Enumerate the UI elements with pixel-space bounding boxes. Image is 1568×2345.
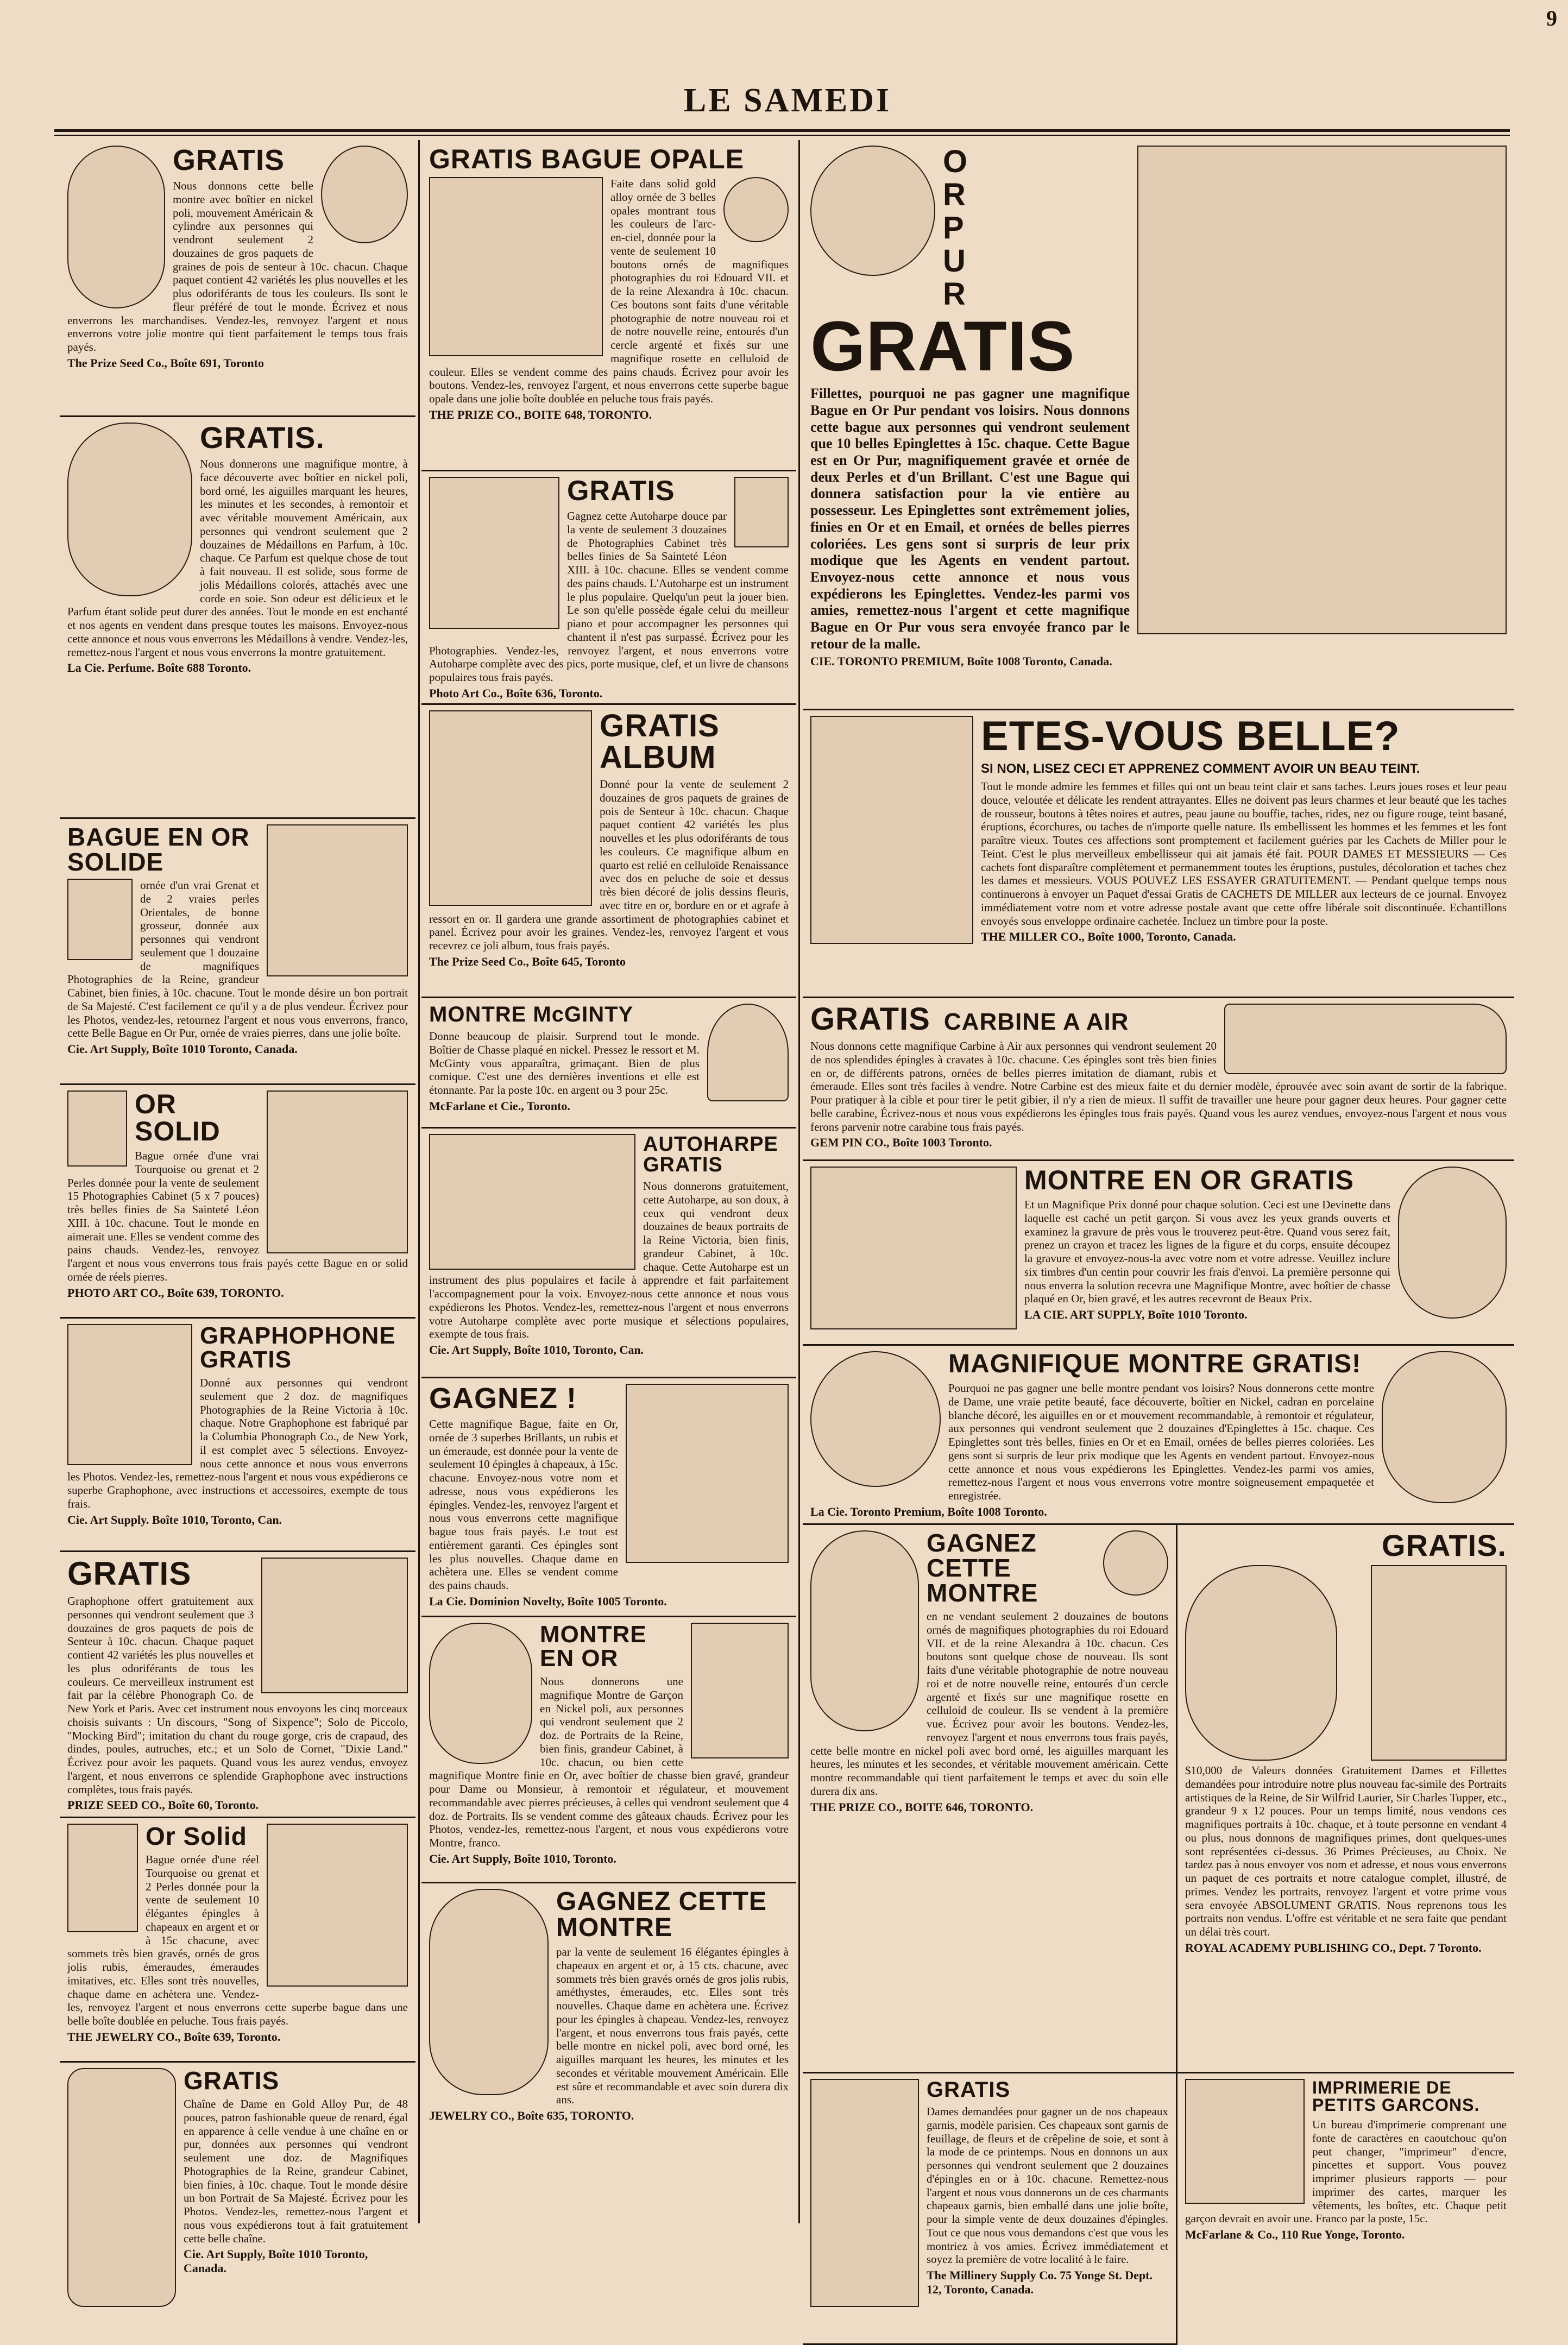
ad-text: par la vente de seulement 16 élégantes épingles à chapeaux en argent et or, à 15 cts. chacune, avec sommets très bien gravés ornés de gros jolis rubis, améthystes, émeraudes, etc. Elles sont très nouvelles. Chaque dame en achètera une. Écrivez pour les épingles à chapeau. Vendez-les, renvoyez l'argent, et nous enverrons tous frais payés, cette belle montre en nickel poli, avec bord orné, les aiguilles marquant les heures, les minutes et les secondes et véritable mouvement Américain. Elle est sûre et recommandable et avec soin durera dix ans. xyxy=(556,1945,789,2107)
ring-box-illustration xyxy=(267,824,408,976)
pocket-watch-illustration xyxy=(429,1623,532,1764)
chain-illustration xyxy=(67,2068,176,2307)
ad-footer: La Cie. Perfume. Boîte 688 Toronto. xyxy=(67,661,251,675)
brooch-illustration xyxy=(810,146,935,276)
pocket-watch-illustration xyxy=(1398,1167,1507,1319)
ad-graphophone-2 xyxy=(60,1552,415,1818)
album-illustration xyxy=(429,710,592,906)
ad-footer: THE PRIZE CO., BOITE 646, TORONTO. xyxy=(810,1800,1034,1814)
ad-title: Or Solid xyxy=(146,1822,247,1850)
graphophone-illustration xyxy=(261,1558,408,1693)
ad-title: AUTOHARPE GRATIS xyxy=(643,1133,778,1176)
ad-gagnez-montre xyxy=(421,1883,796,2345)
pocket-watch-illustration xyxy=(429,1889,549,2095)
ad-text: Faite dans solid gold alloy ornée de 3 belles opales montrant tous les couleurs de l'arc-en-ciel, donnée pour la vente de seulement 10 boutons ornés de magnifiques photographies du roi Edouard VII. et de la reine Alexandra à 10c. chacun. Ces boutons sont faits d'une véritable photographie de notre nouveau roi et de notre nouvelle reine, entourés d'un cercle argenté et fixés sur une magnifique rosette en celluloid de couleur. Elles se vendent comme des pains chauds. Écrivez pour avoir les boutons. Vendez-les, renvoyez l'argent, et nous enverrons cette superbe bague opale dans une jolie boîte doublée en peluche tous frais payés. xyxy=(429,177,789,406)
ad-title: MONTRE EN OR xyxy=(540,1621,647,1672)
ad-mcginty xyxy=(421,998,796,1129)
ad-title: MONTRE McGINTY xyxy=(429,1003,634,1026)
autoharp-illustration xyxy=(429,1134,635,1270)
ad-text: en ne vendant seulement 2 douzaines de boutons ornés de magnifiques photographies du roi Edouard VII. et de la reine Alexandra à 10c. chacun. Ces boutons sont quelque chose de nouveau. Ils sont faits d'une véritable photographie de notre nouveau roi et de notre nouvelle reine, entourés d'un cercle argenté et fixés sur une magnifique rosette en celluloid de couleur. Ils se vendent à la première vue. Écrivez pour avoir les boutons. Vendez-les, renvoyez l'argent et nous enverrons tous frais payés, cette belle montre en nickel poli avec bord orné, les aiguilles marquant les heures, les minutes et les secondes, et véritable mouvement américain. Cette montre recommandable qui tient parfaitement le temps et avec du soin elle durera dix ans. xyxy=(810,1610,1168,1798)
ad-text: Bague ornée d'une réel Tourquoise ou grenat et 2 Perles donnée pour la vente de seulement 10 élégantes épingles à chapeaux en argent et or à 15c chacune, avec sommets très bien gravés, ornés de gros jolis rubis, émeraudes, émeraudes imitatives, etc. Elles sont très nouvelles, chaque dame en achètera une. Vendez-les, renvoyez l'argent et nous enverrons cette superbe bague dans une belle boîte doublée en peluche. Tous frais payés. xyxy=(67,1853,408,2028)
flower-illustration xyxy=(321,146,408,243)
ring-box-illustration xyxy=(267,1090,408,1253)
ring-box-illustration xyxy=(429,177,603,356)
ad-graphophone-1 xyxy=(60,1319,415,1552)
ad-album xyxy=(421,705,796,998)
ad-text: Et un Magnifique Prix donné pour chaque solution. Ceci est une Devinette dans laquelle est caché un petit garçon. Si vous avez les yeux grands ouverts et examinez la gravure de près vous le trouverez peut-être. Quand vous serez fait, prenez un crayon et tracez les lignes de la figure et du corps, ensuite découpez la gravure et envoyez-nous-la avec votre nom et votre adresse. Veuillez inclure six timbres d'un centin pour couvrir les frais d'envoi. La première personne qui nous enverra la solution recevra une Magnifique Montre, avec boîtier de chasse plaqué en Or, bien gravé, et les autres recevront de Beaux Prix. xyxy=(1024,1198,1390,1306)
ad-footer: JEWELRY CO., Boîte 635, TORONTO. xyxy=(429,2109,634,2123)
ad-opal-ring xyxy=(421,140,796,471)
ad-title: GRATIS xyxy=(810,306,1075,386)
ad-text: Tout le monde admire les femmes et filles qui ont un beau teint clair et sans taches. Leurs joues roses et leur peau douce, veloutée et délicate les rendent attrayantes. Elles ne doivent pas leurs charmes et leur beauté que les taches de rousseur, boutons à têtes noires et autres, peau jaune ou bouffie, taches, rides, nez ou figure rouge, teint basané, éruptions, écorchures, ou taches de n'importe quelle nature. Ils embellissent les hommes et les femmes et les font paraître vieux. Toutes ces affections sont promptement et facilement guéries par les Cachets de Miller pour le Teint. C'est le plus merveilleux embellisseur qui ait jamais été fait. POUR DAMES ET MESSIEURS — Ces cachets font disparaître complètement et permanemment toutes les éruptions, pustules, décoloration et taches chez les dames et messieurs. VOUS POUVEZ LES ESSAYER GRATUITEMENT. — Pendant quelque temps nous continuerons à envoyer un Paquet d'essai Gratis de CACHETS DE MILLER aux lecteurs de ce journal. Envoyez immédiatement votre nom et votre adresse postale avant que cette offre libérale soit discontinuée. Echantillons envoyés sous enveloppe ordinaire cachetée. Incluez un timbre pour la poste. xyxy=(981,780,1507,928)
ad-footer: The Millinery Supply Co. 75 Yonge St. Dept. 12, Toronto, Canada. xyxy=(927,2268,1153,2297)
ad-title: GRATIS BAGUE OPALE xyxy=(429,144,745,174)
ad-footer: McFarlane et Cie., Toronto. xyxy=(429,1099,570,1113)
queen-portrait xyxy=(691,1623,789,1758)
ad-text: Chaîne de Dame en Gold Alloy Pur, de 48 pouces, patron fashionable queue de renard, égal en apparence à celle vendue à une chaîne en or pur, données aux personnes qui vendront seulement une doz. de Magnifiques Photographies de la Reine, grandeur Cabinet, bien finies, à 10c. chaque. Tout le monde désire un bon Portrait de Sa Majesté. Écrivez pour les Photos. Vendez-les, remettez-nous l'argent et nous vous expédierons tout à fait gratuitement cette belle chaîne. xyxy=(184,2097,408,2245)
ad-footer: GEM PIN CO., Boîte 1003 Toronto. xyxy=(810,1136,992,1150)
ring-box-illustration xyxy=(626,1384,789,1563)
ad-footer: McFarlane & Co., 110 Rue Yonge, Toronto. xyxy=(1185,2228,1405,2242)
ad-title: MONTRE EN OR GRATIS xyxy=(1024,1165,1354,1195)
ad-text: Pourquoi ne pas gagner une belle montre pendant vos loisirs? Nous donnerons cette montre de Dame, une vraie petite beauté, face découverte, boîtier en Nickel, cadran en porcelaine blanche décoré, les aiguilles en or et mouvement recommandable, à remontoir et régulateur, aux personnes qui vendront seulement que 2 douzaines d'Epinglettes à 15c. chaque. Ces Epinglettes sont très belles, finies en Or et en Email, ornées de belles pierres coloriées. Les gens sont si surpris de leur prix modique que les Agents en vendent partout. Envoyez-nous cette annonce et nous vous expédierons les Epinglettes. Vendez-les parmi vos amies, remettez-nous l'argent et nous vous enverrons votre montre soigneusement empaquetée et enregistrée. xyxy=(948,1382,1374,1503)
ad-footer: ROYAL ACADEMY PUBLISHING CO., Dept. 7 Toronto. xyxy=(1185,1940,1482,1955)
ad-text: Nous donnerons une magnifique Montre de Garçon en Nickel poli, aux personnes qui vendront seulement que 2 doz. de Portraits de la Reine, bien finis, grandeur Cabinet, à 10c. chacun, ou bien cette magnifique Montre finie en Or, avec boîtier de chasse bien gravé, grandeur pour Dame ou Monsieur, à remontoir et régulateur, et mouvement recommandable avec pierres précieuses, à celles qui vendront seulement que 4 doz. de Portraits. Ils se vendent comme des gâteaux chauds. Écrivez pour les Photos, vendez-les, remettez-nous l'argent, et nous vous expédierons votre Montre, franco. xyxy=(429,1675,789,1850)
ad-autoharp-1 xyxy=(421,471,796,705)
ad-title: GRATIS. xyxy=(200,420,325,455)
ad-text: Nous donnerons gratuitement, cette Autoharpe, au son doux, à ceux qui vendront deux douzaines de beaux portraits de la Reine Victoria, bien finis, grandeur Cabinet, à 10c. chaque. Cette Autoharpe est un instrument des plus populaires et facile à apprendre et fait parfaitement l'accompagnement pour la voix. Envoyez-nous cette annonce et nous vous expédierons les Photos. Vendez-les, remettez-nous l'argent et nous enverrons votre Autoharpe complète avec porte musique et sélections populaires, exempte de tous frais. xyxy=(429,1180,789,1341)
ad-text: Fillettes, pourquoi ne pas gagner une magnifique Bague en Or Pur pendant vos loisirs. Nous donnons cette bague aux personnes qui vendront seulement que 10 belles Epinglettes à 15c. chaque. Cette Bague est en Or Pur, magnifiquement gravée et ornée de deux Perles et d'un Brillant. C'est une Bague qui donnera satisfaction pour la vie entière au possesseur. Les Epinglettes sont extrêmement jolies, finies en Or et en Email, et ornées de belles pierres coloriées. Les gens sont si surpris de leur prix modique que les Agents en vendent partout. Envoyez-nous cette annonce et nous vous expédierons les Epinglettes. Vendez-les parmi vos amies, remettez-nous l'argent et cette magnifique Bague en Or Pur vous sera envoyée franco par le retour de la malle. xyxy=(810,386,1130,652)
printing-kit-illustration xyxy=(1185,2079,1305,2204)
ad-footer: La Cie. Toronto Premium, Boîte 1008 Toronto. xyxy=(810,1504,1047,1518)
ad-text: $10,000 de Valeurs données Gratuitement Dames et Fillettes demandées pour introduire notre plus nouveau fac-simile des Portraits artistiques de la Reine, de Sir Wilfrid Laurier, Sir Charles Tupper, etc., grandeur 9 x 12 pouces. Pour un temps limité, nous vendons ces magnifiques portraits à 10c. chaque, et à toute personne en vendant 4 ou plus, nous donnons de magnifiques primes, dont quelques-unes sont représentées ci-dessus. 36 Primes Précieuses, au Choix. Ne tardez pas à nous envoyer vos nom et adresse, et nous vous enverrons un paquet de ces portraits et notre catalogue complet, illustré, de primes. Vendez les portraits, renvoyez l'argent et votre prime vous sera envoyée ABSOLUMENT GRATIS. Nous reprenons tous les portraits non vendus. L'offre est véritable et ne sera faite que pendant un délai très court. xyxy=(1185,1764,1507,1939)
ad-footer: PHOTO ART CO., Boîte 639, TORONTO. xyxy=(67,1285,284,1300)
ad-footer: THE PRIZE CO., BOITE 648, TORONTO. xyxy=(429,408,652,422)
ad-text: Un bureau d'imprimerie comprenant une fonte de caractères en caoutchouc qu'on peut changer, "imprimeur" d'encre, pincettes et support. Vous pouvez imprimer plusieurs rapports — pour imprimer des cartes, marquer les vêtements, les boîtes, etc. Chaque petit garçon devrait en avoir une. Franco par la poste, 15c. xyxy=(1185,2118,1507,2226)
ad-footer: Cie. Art Supply. Boîte 1010, Toronto, Can. xyxy=(67,1512,282,1527)
ad-footer: The Prize Seed Co., Boîte 645, Toronto xyxy=(429,954,626,968)
masthead-rule xyxy=(54,129,1510,132)
ad-title: GRATIS xyxy=(67,1555,192,1592)
column-divider xyxy=(418,140,420,2223)
woman-portrait xyxy=(1371,1565,1507,1761)
ad-footer: THE MILLER CO., Boîte 1000, Toronto, Canada. xyxy=(981,930,1236,944)
pocket-watch-illustration xyxy=(1185,1565,1337,1761)
ad-watch-perfume xyxy=(60,417,415,819)
ad-printing-press xyxy=(1177,2073,1514,2345)
middle-column xyxy=(421,140,796,2223)
puzzle-picture-illustration xyxy=(810,1167,1017,1329)
woman-portrait xyxy=(810,716,973,944)
ad-title: OR SOLID xyxy=(135,1089,221,1146)
ad-footer: PRIZE SEED CO., Boîte 60, Toronto. xyxy=(67,1798,259,1812)
ad-footer: Photo Art Co., Boîte 636, Toronto. xyxy=(429,686,603,700)
ad-watch-seeds xyxy=(60,140,415,417)
pocket-watch-illustration xyxy=(1382,1351,1507,1503)
ad-autoharp-2 xyxy=(421,1129,796,1378)
ad-text: Bague ornée d'une vrai Tourquoise ou grenat et 2 Perles donnée pour la vente de seulement 15 Photographies Cabinet (5 x 7 pouces) très belles finies de Sa Sainteté Léon XIII. à 10c. chacune. Tout le monde en aimerait une. Elles se vendent comme des pains chauds. Vendez-les, renvoyez l'argent et nous vous enverrons tous frais payés cette Bague en or solid ornée de réels pierres. xyxy=(67,1149,408,1283)
ad-text: Cette magnifique Bague, faite en Or, ornée de 3 superbes Brillants, un rubis et un émeraude, est donnée pour la vente de seulement 10 épingles à chapeaux, à 15c. chacune. Envoyez-nous votre nom et adresse, nous vous expédierons les épingles. Vendez-les, renvoyez l'argent et nous vous enverrons cette magnifique bague tous frais payés. Le tout est entièrement garanti. Ces épingles sont les plus nouvelles. Chaque dame en achètera une. Elles se vendent comme des pains chauds. xyxy=(429,1417,618,1592)
ad-title: GRATIS ALBUM xyxy=(600,708,720,775)
hatpin-illustration xyxy=(67,1824,138,1932)
royal-button-illustration xyxy=(1103,1530,1168,1596)
ad-text: ornée d'un vrai Grenat et de 2 vraies perles Orientales, de bonne grosseur, donnée aux personnes qui vendront seulement que 1 douzaine de magnifiques Photographies de la Reine, grandeur Cabinet, bien finies, à 10c. chacune. Tout le monde désire un bon portrait de Sa Majesté. C'est facilement ce qu'il y a de plus vendeur. Écrivez pour les Photos, vendez-les, retournez l'argent et nous vous enverrons, franco, cette Belle Bague en Or Pur, ornée de vraies pierres, dans une jolie boîte. xyxy=(67,879,408,1040)
ad-chain xyxy=(60,2063,415,2345)
masthead xyxy=(65,81,1510,130)
ad-text: Gagnez cette Autoharpe douce par la vente de seulement 3 douzaines de Photographies Cabinet très belles finies de Sa Sainteté Léon XIII. à 10c. chacune. Elles se vendent comme des pains chauds. L'Autoharpe est un instrument le plus populaire. Quelqu'un peut la jouer bien. Le son qu'elle possède égale celui du meilleur piano et pour accompagner les personnes qui chantent il n'est pas surpassé. Écrivez pour les Photographies. Vendez-les, renvoyez l'argent, et nous enverrons votre Autoharpe complète avec des pics, porte musique, clef, et un livre de chansons populaires tous frais payés. xyxy=(429,509,789,684)
ad-footer: Cie. Art Supply, Boîte 1010 Toronto, Canada. xyxy=(67,1042,298,1056)
ad-belle xyxy=(803,710,1514,998)
right-column xyxy=(803,140,1514,2297)
ring-box-illustration xyxy=(267,1824,408,1987)
ad-title: GAGNEZ CETTE MONTRE xyxy=(927,1529,1038,1607)
pope-portrait xyxy=(734,477,789,547)
ad-title: GRATIS xyxy=(567,475,675,507)
ad-text: Dames demandées pour gagner un de nos chapeaux garnis, modèle parisien. Ces chapeaux sont garnis de feuillage, de fleurs et de crêpeline de soie, et sont à la mode de ce printemps. Nous en donnons un aux personnes qui vendront seulement que 2 douzaines d'épingles en or à 10c. chacune. Remettez-nous l'argent et nous vous donnerons un de ces charmants chapeaux garnis, bien emballé dans une jolie boîte, pour la simple vente de deux douzaines d'épingles. Tout ce que nous vous demandons c'est que vous les montriez à vos amies. Écrivez immédiatement et soyez la première de votre localité à le faire. xyxy=(927,2105,1168,2266)
column-divider xyxy=(798,140,800,2223)
ad-gold-ring xyxy=(60,819,415,1085)
ad-footer: Cie. Art Supply, Boîte 1010, Toronto. xyxy=(429,1851,616,1865)
ad-gagnez-ring xyxy=(421,1378,796,1617)
ring-box-illustration xyxy=(1137,146,1507,634)
pope-portrait xyxy=(67,1090,127,1167)
ad-footer: THE JEWELRY CO., Boîte 639, Toronto. xyxy=(67,2029,281,2044)
page-number: 9 xyxy=(1546,6,1557,30)
ad-footer: The Prize Seed Co., Boîte 691, Toronto xyxy=(67,356,264,370)
autoharp-illustration xyxy=(429,477,559,629)
ad-millinery xyxy=(803,2073,1177,2345)
ad-text: Nous donnons cette belle montre avec boîtier en nickel poli, mouvement Américain & cylindre aux personnes qui vendront seulement 2 douzaines de gros paquets de graines de pois de senteur à 10c. chacun. Chaque paquet contient 42 variétés les plus nouvelles et les plus odoriférants de tous les couleurs. Ils sont le fleur préféré de tout le monde. Écrivez et nous enverrons les marchandises. Vendez-les, renvoyez l'argent et nous enverrons votre jolie montre qui tient parfaitement le temps tous frais payés. xyxy=(67,179,408,354)
ad-footer: CIE. TORONTO PREMIUM, Boîte 1008 Toronto, Canada. xyxy=(810,654,1112,669)
newspaper-title: LE SAMEDI xyxy=(683,82,892,119)
ad-title: GRATIS xyxy=(184,2066,280,2095)
air-rifle-illustration xyxy=(1224,1004,1507,1074)
ad-montre-en-or xyxy=(421,1617,796,1883)
ad-text: Graphophone offert gratuitement aux personnes qui vendront seulement que 3 douzaines de gros paquets de pois de Senteur à 10c. chacun. Chaque paquet contient 42 variétés les plus nouvelles et les plus odoriférants de tous les couleurs. Ce merveilleux instrument est fait par la célèbre Phonograph Co. de New York et Paris. Avec cet instrument nous envoyons les cinq morceaux choisis suivants : Un discours, "Song of Sixpence"; Solo de Piccolo, "Mocking Bird"; imitation du chant du rouge gorge, cris de crapaud, des dindes, poules, autruches, etc.; et un Solo de Cornet, "Dixie Land." Écrivez pour avoir les paquets. Quand vous les aurez vendus, envoyez l'argent, et nous enverrons ce splendide Graphophone avec instructions complètes, tous frais payés. xyxy=(67,1594,408,1796)
brooch-illustration xyxy=(810,1351,941,1487)
graphophone-illustration xyxy=(67,1324,192,1465)
ad-text: Nous donnons cette magnifique Carbine à Air aux personnes qui vendront seulement 20 de nos splendides épingles à cravates à 10c. chacune. Ces épingles sont très bien finies en or, de différents patrons, ornées de belles pierres imitation de diamant, rubis et émeraude. Elles sont très faciles à vendre. Notre Carbine est des mieux faite et du dernier modèle, éprouvée avec soin avant de sortir de la fabrique. Pour pratiquer à la cible et pour tirer le petit gibier, il n'y a rien de mieux. Il suffit de travailler une heure pour gagner deux heures. Pour gagner cette belle carabine, Écrivez-nous et nous vous expédierons les épingles tous frais payés. Quand vous les aurez vendues, envoyez-nous l'argent et nous vous ferons parvenir notre carabine tous frais payés. xyxy=(810,1039,1507,1133)
ad-title: GRATIS xyxy=(173,144,285,176)
ad-footer: LA CIE. ART SUPPLY, Boîte 1010 Toronto. xyxy=(1024,1308,1248,1322)
ad-title-secondary: CARBINE A AIR xyxy=(943,1008,1129,1035)
ad-hatpin-ring xyxy=(60,1818,415,2063)
ad-title: GRAPHOPHONE GRATIS xyxy=(200,1322,396,1373)
pocket-watch-illustration xyxy=(67,423,192,596)
ad-text: Donné pour la vente de seulement 2 douzaines de gros paquets de graines de pois de Senteur à 10c. chacun. Chaque paquet contient 42 variétés les plus nouvelles et les plus odoriférants de tous les couleurs. Ce magnifique album en quarto est relié en celluloïde Renaissance avec dos en peluche de soie et dessus très bien décoré de jolis dessins fleuris, avec titre en or, bordure en or et agrafe à ressort en or. Il gardera une grande assortiment de photographies cabinet et panel. Écrivez pour avoir les graines. Vendez-les, renvoyez l'argent et vous recevrez ce joli album, tous frais payés. xyxy=(429,778,789,953)
ad-footer: La Cie. Dominion Novelty, Boîte 1005 Toronto. xyxy=(429,1594,667,1608)
ad-title: GRATIS xyxy=(927,2078,1011,2102)
ad-text: Donne beaucoup de plaisir. Surprend tout le monde. Boîtier de Chasse plaqué en nickel. Pressez le ressort et M. McGinty vous apparaîtra, grimaçant. Bien de plus comique. C'est une des dernières inventions et elle est étonnante. Par la poste 10c. en argent ou 3 pour 25c. xyxy=(429,1030,700,1097)
pocket-watch-illustration xyxy=(67,146,165,308)
ad-solid-ring xyxy=(60,1085,415,1319)
ad-footer: Cie. Art Supply, Boîte 1010, Toronto, Can. xyxy=(429,1343,644,1357)
ad-royal-academy xyxy=(1177,1525,1514,2073)
ad-puzzle-watch xyxy=(803,1161,1514,1346)
ad-title: IMPRIMERIE DE PETITS GARCONS. xyxy=(1312,2078,1480,2115)
ad-carbine xyxy=(803,998,1514,1161)
royal-button-illustration xyxy=(723,177,789,242)
masthead-rule-thin xyxy=(54,135,1510,136)
ad-title: MAGNIFIQUE MONTRE GRATIS! xyxy=(948,1350,1362,1378)
ad-title: GAGNEZ CETTE MONTRE xyxy=(556,1887,767,1942)
hat-woman-illustration xyxy=(810,2079,919,2307)
mcginty-figure-illustration xyxy=(707,1004,789,1101)
ad-title: GRATIS. xyxy=(1382,1528,1507,1562)
ad-magnifique-montre xyxy=(803,1346,1514,1525)
ad-text: Donné aux personnes qui vendront seulement que 2 doz. de magnifiques Photographies de la Reine Victoria à 10c. chaque. Notre Graphophone est fabriqué par la Columbia Phonograph Co., de New York, il est complet avec 5 sélections. Envoyez-nous cette annonce et nous vous enverrons les Photos. Vendez-les, remettez-nous l'argent et nous vous expédierons ce superbe Graphophone, avec instructions et accessoires, exempte de tous frais. xyxy=(67,1376,408,1510)
ad-subtitle: SI NON, LISEZ CECI ET APPRENEZ COMMENT AVOIR UN BEAU TEINT. xyxy=(981,761,1420,776)
left-column xyxy=(60,140,415,2275)
ad-gagnez-cette-montre xyxy=(803,1525,1177,2073)
queen-portrait xyxy=(67,879,133,960)
pocket-watch-illustration xyxy=(810,1530,919,1731)
ad-footer: Cie. Art Supply, Boîte 1010 Toronto, Canada. xyxy=(184,2247,368,2275)
ad-title: GAGNEZ ! xyxy=(429,1382,577,1415)
ad-title: BAGUE EN OR SOLIDE xyxy=(67,823,250,876)
or-pur-label: OR PUR xyxy=(943,144,968,312)
ad-or-pur xyxy=(803,140,1514,710)
ad-title: ETES-VOUS BELLE? xyxy=(981,713,1400,759)
ad-text: Nous donnerons une magnifique montre, à face découverte avec boîtier en nickel poli, bord orné, les aiguilles marquant les heures, les minutes et les secondes, à remontoir et avec véritable mouvement Américain, aux personnes qui vendront seulement que 2 douzaines de Médaillons en Parfum, à 10c. chaque. Ce Parfum est quelque chose de tout à fait nouveau. Il est solide, sous forme de jolis Médaillons colorés, attachés avec une corde en soie. Son odeur est délicieux et le Parfum étant solide peut durer des années. Tout le monde en est enchanté et nos agents en vendent dans presque toutes les maisons. Envoyez-nous cette annonce et nous vous enverrons les Médaillons à vendre. Vendez-les, remettez-nous l'argent et nous vous enverrons la montre gratuitement. xyxy=(67,457,408,659)
ad-title: GRATIS xyxy=(810,1001,930,1037)
